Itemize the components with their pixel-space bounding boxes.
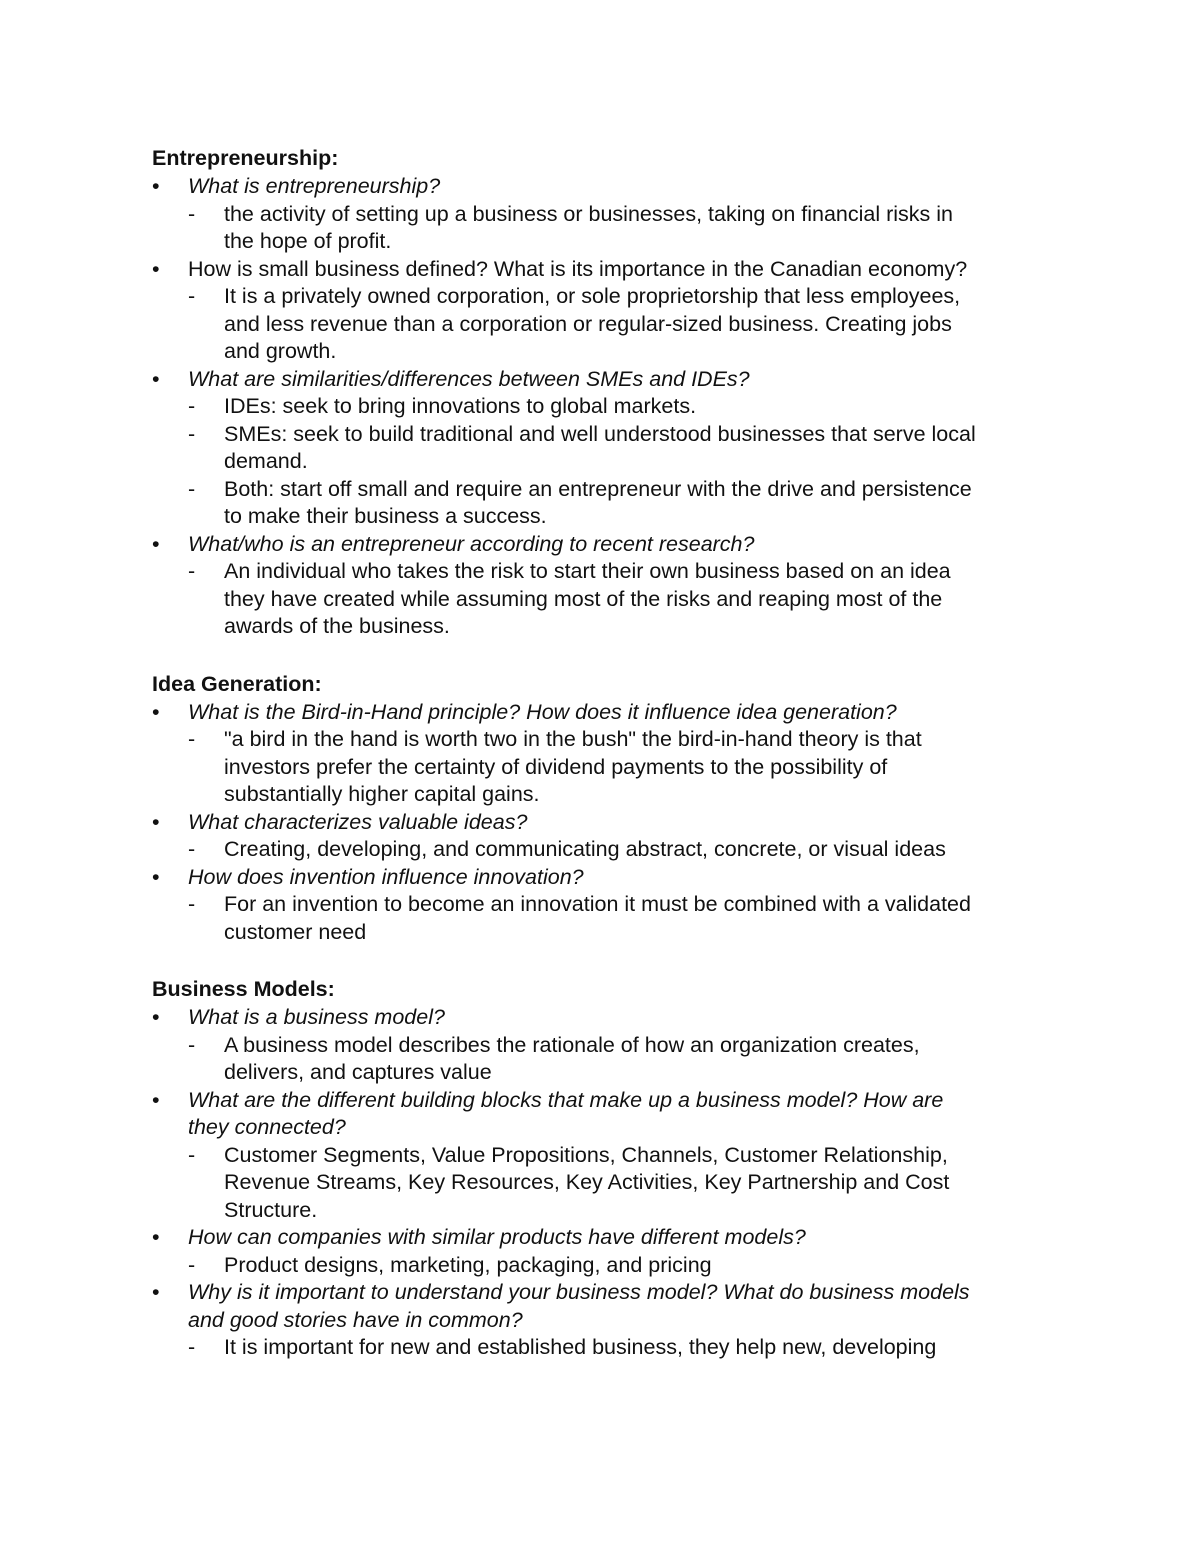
answer-line: For an invention to become an innovation it must be combined with a validated — [224, 892, 971, 916]
answer-line: SMEs: seek to build traditional and well understood businesses that serve local — [224, 421, 976, 446]
dash-icon: - — [188, 201, 196, 226]
question-line: What are the different building blocks that make up a business model? How are — [188, 1087, 944, 1112]
bullet-icon: • — [152, 1005, 160, 1029]
question-text — [188, 531, 1052, 559]
dash-icon: - — [188, 727, 196, 751]
question-item — [152, 864, 1052, 947]
question-list — [152, 699, 1052, 947]
dash-icon: - — [188, 1142, 196, 1167]
answer-line: "a bird in the hand is worth two in the bush" the bird-in-hand theory is that — [224, 727, 922, 751]
question-line: What/who is an entrepreneur according to recent research? — [188, 531, 755, 556]
question-text — [188, 1279, 1052, 1334]
answer-line: Customer Segments, Value Propositions, Channels, Customer Relationship, — [224, 1142, 948, 1167]
answer-line: the activity of setting up a business or businesses, taking on financial risks in — [224, 201, 953, 226]
answer-line: Revenue Streams, Key Resources, Key Activities, Key Partnership and Cost — [224, 1170, 950, 1194]
answer-list — [188, 1252, 1052, 1280]
answer-item — [188, 421, 1052, 476]
answer-item — [188, 1142, 1052, 1225]
answer-list — [188, 1032, 1052, 1087]
question-item — [152, 809, 1052, 864]
answer-line: they have created while assuming most of the risks and reaping most of the — [224, 586, 943, 611]
answer-line: delivers, and captures value — [224, 1060, 492, 1084]
question-text — [188, 1004, 1052, 1032]
answer-line: demand. — [224, 449, 308, 473]
question-text — [188, 699, 1052, 727]
question-line: they connected? — [188, 1115, 346, 1139]
question-text — [188, 366, 1052, 394]
document-page — [152, 143, 1052, 1362]
question-item — [152, 699, 1052, 809]
answer-list — [188, 726, 1052, 809]
question-text — [188, 809, 1052, 837]
bullet-icon: • — [152, 809, 160, 834]
dash-icon: - — [188, 394, 196, 418]
question-line: Why is it important to understand your business model? What do business models — [188, 1280, 970, 1304]
question-text — [188, 256, 1052, 284]
question-line: and good stories have in common? — [188, 1307, 523, 1332]
answer-list — [188, 558, 1052, 641]
answer-line: Structure. — [224, 1197, 318, 1222]
answer-line: It is a privately owned corporation, or sole proprietorship that less employees, — [224, 284, 961, 308]
answer-item — [188, 891, 1052, 946]
answer-item — [188, 1032, 1052, 1087]
answer-item — [188, 283, 1052, 366]
dash-icon: - — [188, 837, 196, 861]
bullet-icon: • — [152, 1225, 160, 1249]
answer-list — [188, 1334, 1052, 1362]
answer-line: and growth. — [224, 339, 337, 363]
bullet-icon: • — [152, 1087, 160, 1112]
section-heading: Idea Generation: — [152, 671, 322, 696]
answer-line: substantially higher capital gains. — [224, 782, 540, 806]
answer-line: Product designs, marketing, packaging, and pricing — [224, 1252, 712, 1277]
bullet-icon: • — [152, 864, 160, 889]
answer-item — [188, 476, 1052, 531]
bullet-icon: • — [152, 699, 160, 724]
bullet-icon: • — [152, 256, 160, 281]
answer-list — [188, 1142, 1052, 1225]
answer-list — [188, 891, 1052, 946]
section-1 — [152, 143, 1052, 641]
question-item — [152, 173, 1052, 256]
bullet-icon: • — [152, 1280, 160, 1304]
bullet-icon: • — [152, 174, 160, 198]
question-item — [152, 256, 1052, 366]
question-line: What is a business model? — [188, 1005, 445, 1029]
answer-line: awards of the business. — [224, 614, 450, 638]
section-heading: Business Models: — [152, 977, 335, 1001]
answer-item — [188, 201, 1052, 256]
question-item — [152, 366, 1052, 531]
section-heading: Entrepreneurship: — [152, 146, 339, 170]
answer-list — [188, 836, 1052, 864]
question-text — [188, 1224, 1052, 1252]
question-item — [152, 1087, 1052, 1225]
question-line: What is the Bird-in-Hand principle? How does it influence idea generation? — [188, 699, 897, 724]
question-item — [152, 1004, 1052, 1087]
question-text — [188, 864, 1052, 892]
answer-item — [188, 836, 1052, 864]
section-3 — [152, 974, 1052, 1362]
answer-line: Creating, developing, and communicating abstract, concrete, or visual ideas — [224, 837, 946, 861]
bullet-icon: • — [152, 531, 160, 556]
answer-line: A business model describes the rationale of how an organization creates, — [224, 1032, 920, 1057]
answer-line: investors prefer the certainty of dividend payments to the possibility of — [224, 754, 888, 779]
answer-line: It is important for new and established business, they help new, developing — [224, 1335, 937, 1359]
question-text — [188, 1087, 1052, 1142]
question-line: How can companies with similar products have different models? — [188, 1225, 806, 1249]
answer-line: IDEs: seek to bring innovations to global markets. — [224, 394, 697, 418]
bullet-icon: • — [152, 366, 160, 391]
dash-icon: - — [188, 1032, 196, 1057]
question-text — [188, 173, 1052, 201]
answer-list — [188, 283, 1052, 366]
question-line: What is entrepreneurship? — [188, 174, 441, 198]
question-item — [152, 1224, 1052, 1279]
answer-item — [188, 1252, 1052, 1280]
dash-icon: - — [188, 1252, 196, 1277]
question-line: How does invention influence innovation? — [188, 864, 584, 889]
answer-line: customer need — [224, 919, 367, 944]
question-line: What are similarities/differences between SMEs and IDEs? — [188, 366, 750, 391]
answer-line: to make their business a success. — [224, 504, 547, 528]
dash-icon: - — [188, 421, 196, 446]
question-line: What characterizes valuable ideas? — [188, 809, 528, 834]
dash-icon: - — [188, 284, 196, 308]
answer-item — [188, 1334, 1052, 1362]
answer-item — [188, 558, 1052, 641]
answer-line: and less revenue than a corporation or regular-sized business. Creating jobs — [224, 311, 952, 336]
answer-line: Both: start off small and require an entrepreneur with the drive and persistence — [224, 476, 972, 501]
answer-line: An individual who takes the risk to start their own business based on an idea — [224, 559, 951, 583]
question-list — [152, 1004, 1052, 1362]
answer-item — [188, 726, 1052, 809]
answer-list — [188, 393, 1052, 531]
dash-icon: - — [188, 892, 196, 916]
question-item — [152, 531, 1052, 641]
dash-icon: - — [188, 559, 196, 583]
answer-list — [188, 201, 1052, 256]
dash-icon: - — [188, 476, 196, 501]
question-item — [152, 1279, 1052, 1362]
answer-item — [188, 393, 1052, 421]
answer-line: the hope of profit. — [224, 229, 392, 253]
section-2 — [152, 669, 1052, 947]
question-list — [152, 173, 1052, 641]
question-line: How is small business defined? What is its importance in the Canadian economy? — [188, 256, 968, 281]
dash-icon: - — [188, 1335, 196, 1359]
